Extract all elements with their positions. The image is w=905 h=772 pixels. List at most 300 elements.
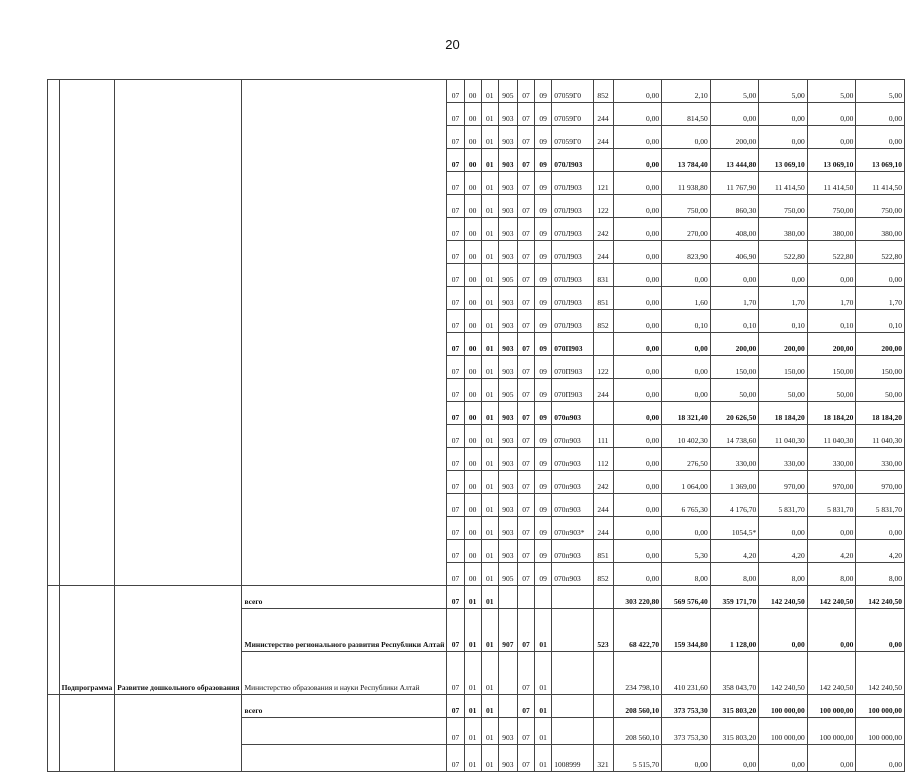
cell-code-3: 01 [481,563,498,586]
cell-amount-4: 330,00 [759,448,808,471]
cell-grbs: 905 [498,563,517,586]
cell-code-2: 01 [464,745,481,772]
cell-code-2: 00 [464,333,481,356]
cell-section: 07 [517,402,534,425]
cell-expense-type: 242 [593,218,613,241]
cell-target-article: 070Л903 [552,241,593,264]
cell-amount-1: 0,00 [613,218,662,241]
cell-subsection: 09 [535,241,552,264]
cell-amount-4: 970,00 [759,471,808,494]
cell-amount-5: 100 000,00 [807,695,856,718]
cell-section: 07 [517,126,534,149]
cell-code-2: 00 [464,356,481,379]
cell-amount-5: 142 240,50 [807,652,856,695]
cell-amount-3: 860,30 [710,195,759,218]
cell-code-3: 01 [481,695,498,718]
cell-amount-3: 200,00 [710,333,759,356]
cell-amount-1: 0,00 [613,287,662,310]
cell-amount-5: 750,00 [807,195,856,218]
cell-amount-2: 410 231,60 [662,652,711,695]
cell-code-1: 07 [447,517,464,540]
cell-code-3: 01 [481,586,498,609]
cell-amount-2: 1 064,00 [662,471,711,494]
cell-amount-4: 0,00 [759,126,808,149]
cell-code-1: 07 [447,563,464,586]
cell-amount-3: 4 176,70 [710,494,759,517]
cell-amount-2: 8,00 [662,563,711,586]
cell-amount-6: 142 240,50 [856,652,905,695]
cell-amount-2: 6 765,30 [662,494,711,517]
cell-grbs: 905 [498,80,517,103]
cell-expense-type: 122 [593,195,613,218]
cell-amount-6: 50,00 [856,379,905,402]
cell-target-article: 070п903 [552,425,593,448]
cell-subsection: 09 [535,149,552,172]
cell-subsection: 09 [535,425,552,448]
cell-code-3: 01 [481,80,498,103]
cell-expense-type: 244 [593,494,613,517]
cell-code-3: 01 [481,149,498,172]
cell-amount-6: 100 000,00 [856,718,905,745]
cell-section [517,586,534,609]
cell-code-3: 01 [481,402,498,425]
cell-amount-2: 0,10 [662,310,711,333]
cell-amount-2: 10 402,30 [662,425,711,448]
cell-amount-3: 11 767,90 [710,172,759,195]
cell-code-1: 07 [447,609,464,652]
cell-subsection: 01 [535,718,552,745]
cell-code-2: 00 [464,425,481,448]
empty-cell-col-a [48,80,60,586]
cell-amount-1: 0,00 [613,494,662,517]
cell-code-3: 01 [481,448,498,471]
cell-grbs: 903 [498,126,517,149]
cell-amount-3: 1,70 [710,287,759,310]
cell-target-article [552,718,593,745]
cell-code-2: 00 [464,287,481,310]
cell-amount-6: 330,00 [856,448,905,471]
cell-code-2: 00 [464,126,481,149]
cell-section: 07 [517,80,534,103]
cell-subsection: 09 [535,563,552,586]
cell-expense-type [593,586,613,609]
cell-code-1: 07 [447,745,464,772]
empty-cell-col-b [59,695,115,772]
executor-label: Министерство образования и науки Республики Алтай [242,652,447,695]
cell-amount-4: 5,00 [759,80,808,103]
cell-amount-1: 0,00 [613,103,662,126]
cell-subsection: 09 [535,517,552,540]
cell-amount-4: 142 240,50 [759,652,808,695]
cell-code-1: 07 [447,310,464,333]
cell-amount-1: 0,00 [613,333,662,356]
cell-grbs: 903 [498,745,517,772]
cell-subsection: 01 [535,652,552,695]
subprogram-name-label: Развитие дошкольного образования [115,586,242,695]
cell-code-2: 00 [464,218,481,241]
cell-code-2: 00 [464,80,481,103]
cell-subsection: 09 [535,448,552,471]
executor-label [242,745,447,772]
cell-amount-1: 0,00 [613,402,662,425]
cell-code-3: 01 [481,540,498,563]
cell-expense-type: 852 [593,563,613,586]
cell-amount-5: 0,00 [807,745,856,772]
cell-amount-1: 0,00 [613,80,662,103]
cell-amount-3: 359 171,70 [710,586,759,609]
cell-grbs: 903 [498,149,517,172]
cell-expense-type: 242 [593,471,613,494]
cell-amount-5: 970,00 [807,471,856,494]
cell-section: 07 [517,103,534,126]
cell-amount-4: 150,00 [759,356,808,379]
cell-amount-5: 1,70 [807,287,856,310]
cell-amount-5: 5 831,70 [807,494,856,517]
cell-grbs: 903 [498,218,517,241]
cell-amount-5: 0,00 [807,103,856,126]
cell-code-1: 07 [447,149,464,172]
cell-amount-2: 1,60 [662,287,711,310]
cell-section: 07 [517,563,534,586]
cell-subsection: 01 [535,609,552,652]
cell-target-article [552,586,593,609]
cell-amount-1: 0,00 [613,172,662,195]
cell-section: 07 [517,609,534,652]
cell-code-1: 07 [447,448,464,471]
cell-subsection: 09 [535,80,552,103]
cell-expense-type [593,652,613,695]
cell-code-1: 07 [447,287,464,310]
cell-expense-type [593,695,613,718]
empty-cell-col-c [115,695,242,772]
cell-subsection: 09 [535,333,552,356]
cell-grbs: 903 [498,540,517,563]
cell-code-2: 00 [464,563,481,586]
cell-amount-5: 200,00 [807,333,856,356]
cell-code-1: 07 [447,333,464,356]
cell-code-2: 00 [464,448,481,471]
cell-code-2: 00 [464,103,481,126]
cell-expense-type: 121 [593,172,613,195]
executor-label [242,718,447,745]
cell-subsection: 09 [535,287,552,310]
cell-amount-4: 5 831,70 [759,494,808,517]
cell-target-article: 07059Г0 [552,80,593,103]
cell-amount-4: 0,00 [759,517,808,540]
cell-amount-6: 750,00 [856,195,905,218]
cell-subsection: 09 [535,126,552,149]
cell-amount-1: 0,00 [613,471,662,494]
cell-amount-1: 303 220,80 [613,586,662,609]
cell-amount-5: 0,00 [807,126,856,149]
cell-code-3: 01 [481,425,498,448]
executor-label: всего [242,695,447,718]
cell-section: 07 [517,652,534,695]
cell-amount-3: 8,00 [710,563,759,586]
cell-grbs: 903 [498,402,517,425]
cell-section: 07 [517,448,534,471]
cell-amount-5: 11 040,30 [807,425,856,448]
cell-code-3: 01 [481,241,498,264]
cell-subsection: 09 [535,195,552,218]
cell-amount-1: 0,00 [613,448,662,471]
cell-code-2: 00 [464,241,481,264]
cell-amount-5: 522,80 [807,241,856,264]
cell-code-2: 00 [464,195,481,218]
cell-expense-type: 244 [593,103,613,126]
cell-amount-5: 5,00 [807,80,856,103]
cell-code-2: 00 [464,379,481,402]
cell-amount-6: 5 831,70 [856,494,905,517]
cell-amount-5: 330,00 [807,448,856,471]
page-number: 20 [445,37,460,52]
cell-amount-3: 14 738,60 [710,425,759,448]
cell-amount-6: 100 000,00 [856,695,905,718]
cell-amount-5: 142 240,50 [807,586,856,609]
cell-amount-3: 315 803,20 [710,695,759,718]
cell-section: 07 [517,745,534,772]
cell-amount-2: 270,00 [662,218,711,241]
cell-amount-5: 0,10 [807,310,856,333]
cell-amount-2: 276,50 [662,448,711,471]
cell-code-3: 01 [481,745,498,772]
cell-code-3: 01 [481,310,498,333]
cell-target-article: 070п903 [552,540,593,563]
empty-cell-col-b [59,80,115,586]
cell-amount-1: 0,00 [613,264,662,287]
cell-amount-6: 0,00 [856,264,905,287]
cell-amount-6: 0,00 [856,517,905,540]
empty-cell-col-a [48,695,60,772]
cell-amount-6: 522,80 [856,241,905,264]
cell-code-3: 01 [481,172,498,195]
cell-code-1: 07 [447,586,464,609]
cell-code-1: 07 [447,172,464,195]
cell-amount-1: 208 560,10 [613,718,662,745]
cell-grbs: 903 [498,241,517,264]
cell-target-article: 070Л903 [552,172,593,195]
cell-code-2: 01 [464,652,481,695]
cell-amount-6: 13 069,10 [856,149,905,172]
cell-amount-6: 200,00 [856,333,905,356]
cell-section: 07 [517,287,534,310]
cell-amount-5: 380,00 [807,218,856,241]
cell-amount-2: 18 321,40 [662,402,711,425]
cell-expense-type: 111 [593,425,613,448]
table-row [48,80,905,103]
subprogram-type-label: Подпрограмма [59,586,115,695]
cell-expense-type: 112 [593,448,613,471]
cell-code-3: 01 [481,718,498,745]
cell-amount-1: 0,00 [613,563,662,586]
cell-amount-4: 0,00 [759,745,808,772]
cell-amount-5: 11 414,50 [807,172,856,195]
cell-grbs: 903 [498,494,517,517]
cell-target-article: 070Л903 [552,218,593,241]
cell-grbs: 903 [498,333,517,356]
cell-amount-2: 0,00 [662,264,711,287]
cell-subsection: 09 [535,540,552,563]
cell-grbs: 903 [498,448,517,471]
cell-code-2: 01 [464,718,481,745]
cell-section: 07 [517,356,534,379]
cell-expense-type [593,718,613,745]
cell-amount-3: 4,20 [710,540,759,563]
cell-amount-2: 373 753,30 [662,718,711,745]
cell-expense-type: 244 [593,241,613,264]
cell-section: 07 [517,333,534,356]
cell-section: 07 [517,379,534,402]
cell-amount-5: 0,00 [807,264,856,287]
cell-amount-6: 1,70 [856,287,905,310]
cell-code-3: 01 [481,517,498,540]
cell-target-article: 07059Г0 [552,103,593,126]
cell-code-1: 07 [447,718,464,745]
cell-amount-4: 522,80 [759,241,808,264]
cell-amount-6: 380,00 [856,218,905,241]
cell-expense-type: 852 [593,80,613,103]
cell-code-3: 01 [481,356,498,379]
cell-target-article: 070П903 [552,379,593,402]
cell-grbs: 907 [498,609,517,652]
cell-amount-2: 750,00 [662,195,711,218]
cell-amount-4: 11 040,30 [759,425,808,448]
cell-amount-4: 750,00 [759,195,808,218]
cell-code-3: 01 [481,264,498,287]
cell-amount-3: 408,00 [710,218,759,241]
cell-target-article: 070п903 [552,494,593,517]
cell-expense-type: 122 [593,356,613,379]
cell-subsection: 09 [535,218,552,241]
cell-amount-2: 0,00 [662,379,711,402]
cell-amount-6: 4,20 [856,540,905,563]
cell-amount-2: 0,00 [662,517,711,540]
cell-section: 07 [517,517,534,540]
cell-amount-2: 0,00 [662,333,711,356]
cell-section: 07 [517,218,534,241]
cell-amount-3: 0,10 [710,310,759,333]
cell-section: 07 [517,149,534,172]
cell-expense-type: 244 [593,379,613,402]
cell-section: 07 [517,471,534,494]
cell-code-3: 01 [481,609,498,652]
cell-grbs: 903 [498,425,517,448]
executor-label: всего [242,586,447,609]
cell-amount-1: 0,00 [613,241,662,264]
cell-expense-type [593,333,613,356]
cell-expense-type: 244 [593,126,613,149]
cell-grbs: 903 [498,356,517,379]
cell-amount-4: 50,00 [759,379,808,402]
cell-amount-1: 0,00 [613,540,662,563]
cell-section: 07 [517,264,534,287]
cell-code-1: 07 [447,195,464,218]
cell-target-article: 070Л903 [552,264,593,287]
cell-amount-6: 5,00 [856,80,905,103]
cell-amount-3: 50,00 [710,379,759,402]
cell-grbs [498,695,517,718]
cell-code-3: 01 [481,379,498,402]
cell-grbs: 903 [498,172,517,195]
cell-code-2: 00 [464,517,481,540]
cell-grbs [498,652,517,695]
cell-amount-3: 0,00 [710,745,759,772]
cell-amount-4: 18 184,20 [759,402,808,425]
cell-amount-5: 13 069,10 [807,149,856,172]
cell-amount-4: 4,20 [759,540,808,563]
cell-code-2: 00 [464,172,481,195]
cell-code-2: 00 [464,540,481,563]
cell-code-3: 01 [481,287,498,310]
cell-amount-6: 142 240,50 [856,586,905,609]
cell-target-article: 070Л903 [552,287,593,310]
cell-amount-4: 380,00 [759,218,808,241]
cell-amount-2: 569 576,40 [662,586,711,609]
cell-amount-2: 0,00 [662,126,711,149]
cell-section: 07 [517,241,534,264]
cell-code-3: 01 [481,652,498,695]
cell-grbs: 903 [498,718,517,745]
cell-amount-2: 11 938,80 [662,172,711,195]
cell-target-article: 1008999 [552,745,593,772]
cell-target-article: 070п903 [552,402,593,425]
cell-code-3: 01 [481,195,498,218]
cell-amount-1: 234 798,10 [613,652,662,695]
cell-amount-5: 150,00 [807,356,856,379]
cell-subsection: 09 [535,494,552,517]
cell-subsection: 09 [535,402,552,425]
table-row [48,695,905,718]
cell-code-3: 01 [481,103,498,126]
cell-amount-1: 0,00 [613,425,662,448]
cell-section: 07 [517,718,534,745]
cell-code-3: 01 [481,333,498,356]
cell-amount-6: 970,00 [856,471,905,494]
cell-amount-6: 0,00 [856,126,905,149]
cell-amount-1: 0,00 [613,126,662,149]
cell-code-1: 07 [447,425,464,448]
cell-code-3: 01 [481,471,498,494]
cell-amount-4: 0,00 [759,609,808,652]
cell-amount-6: 11 414,50 [856,172,905,195]
cell-amount-6: 0,00 [856,609,905,652]
cell-amount-3: 330,00 [710,448,759,471]
cell-subsection: 09 [535,356,552,379]
cell-code-2: 01 [464,695,481,718]
cell-amount-1: 0,00 [613,356,662,379]
cell-target-article: 070п903 [552,563,593,586]
cell-expense-type: 851 [593,540,613,563]
cell-grbs: 903 [498,471,517,494]
cell-amount-4: 100 000,00 [759,695,808,718]
cell-target-article: 070п903 [552,471,593,494]
cell-amount-2: 823,90 [662,241,711,264]
cell-target-article: 070Л903 [552,310,593,333]
cell-expense-type: 321 [593,745,613,772]
cell-amount-3: 200,00 [710,126,759,149]
cell-subsection: 09 [535,103,552,126]
cell-amount-5: 0,00 [807,609,856,652]
cell-code-1: 07 [447,652,464,695]
cell-amount-1: 0,00 [613,517,662,540]
cell-expense-type: 523 [593,609,613,652]
cell-subsection: 09 [535,471,552,494]
cell-amount-3: 406,90 [710,241,759,264]
cell-code-2: 01 [464,586,481,609]
cell-code-1: 07 [447,264,464,287]
cell-code-3: 01 [481,218,498,241]
cell-target-article: 07059Г0 [552,126,593,149]
